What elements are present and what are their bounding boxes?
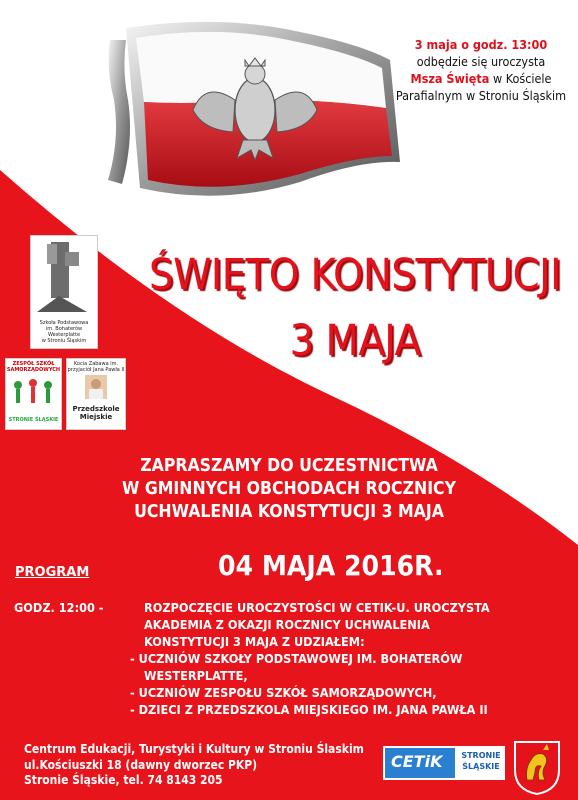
cetik-logo-town <box>459 750 503 772</box>
monument-icon <box>31 236 97 316</box>
mass-notice <box>388 36 574 104</box>
cetik-logo-mark <box>385 748 455 778</box>
preschool-logo-name1: Przedszkole <box>72 405 120 413</box>
mass-church: w Kościele <box>489 71 552 86</box>
cetik-logo <box>383 746 505 780</box>
zss-logo-bottom: STRONIE ŚLĄSKIE <box>8 417 59 423</box>
zss-logo <box>5 358 62 430</box>
school-logo <box>30 235 98 349</box>
coat-of-arms-icon <box>513 740 561 796</box>
footer-line2: ul.Kościuszki 18 (dawny dworzec PKP) <box>24 757 258 772</box>
program-line-2: AKADEMIA Z OKAZJI ROCZNICY UCHWALENIA <box>144 617 430 632</box>
program-line-7: - DZIECI Z PRZEDSZKOLA MIEJSKIEGO IM. JANA PAWŁA II <box>130 702 488 717</box>
cetik-town2: ŚLĄSKIE <box>462 762 500 771</box>
program-line-3: KONSTYTUCJI 3 MAJA Z UDZIAŁEM: <box>144 634 365 649</box>
invitation-line2: W GMINNYCH OBCHODACH ROCZNICY <box>121 479 457 499</box>
title-line1: ŚWIĘTO KONSTYTUCJI <box>149 250 561 300</box>
school-logo-line2: im. Bohaterów Westerplatte <box>45 326 83 338</box>
school-logo-line3: w Stroniu Śląskim <box>41 338 87 344</box>
footer-line1: Centrum Edukacji, Turystyki i Kultury w Stroniu Ślaskim <box>24 742 364 756</box>
school-logo-line1: Szkoła Podstawowa <box>39 320 89 326</box>
footer-line3: Stronie Śląskie, tel. 74 8143 205 <box>24 773 223 787</box>
footer-contact <box>24 742 364 789</box>
mass-line2: odbędzie się uroczysta <box>416 54 546 69</box>
invitation-line3: UCHWALENIA KONSTYTUCJI 3 MAJA <box>134 502 444 522</box>
portrait-icon <box>67 373 125 401</box>
polish-flag-buckle <box>100 10 410 200</box>
mass-holy-mass: Msza Święta <box>410 71 490 86</box>
program-line-5: WESTERPLATTE, <box>144 668 248 683</box>
preschool-logo-top: Kocia Zabawa im. przyjaciół Jana Pawła II <box>67 361 125 373</box>
cetik-town1: STRONIE <box>461 751 501 760</box>
program-line-1: ROZPOCZĘCIE UROCZYSTOŚCI W CETIK-U. UROCZYSTA <box>144 600 490 615</box>
preschool-logo <box>66 358 126 430</box>
cetik-logo-name: CETiK <box>391 752 443 771</box>
invitation <box>0 455 578 524</box>
title-line2: 3 MAJA <box>289 316 421 366</box>
program-line-4: - UCZNIÓW SZKOŁY PODSTAWOWEJ IM. BOHATERÓW <box>130 651 463 666</box>
program-date: 04 MAJA 2016R. <box>218 549 444 582</box>
program-label: PROGRAM <box>15 565 90 580</box>
zss-logo-top: ZESPÓŁ SZKÓŁ SAMORZĄDOWYCH <box>6 361 61 373</box>
children-icon <box>6 373 61 413</box>
mass-line4: Parafialnym w Stroniu Śląskim <box>395 88 567 103</box>
mass-line3 <box>388 70 574 87</box>
program-time: GODZ. 12:00 - <box>14 600 104 615</box>
program-line-6: - UCZNIÓW ZESPOŁU SZKÓŁ SAMORZĄDOWYCH, <box>130 685 437 700</box>
preschool-logo-name2: Miejskie <box>79 413 113 421</box>
mass-time: 3 maja o godz. 13:00 <box>414 37 548 52</box>
invitation-line1: ZAPRASZAMY DO UCZESTNICTWA <box>140 456 438 476</box>
